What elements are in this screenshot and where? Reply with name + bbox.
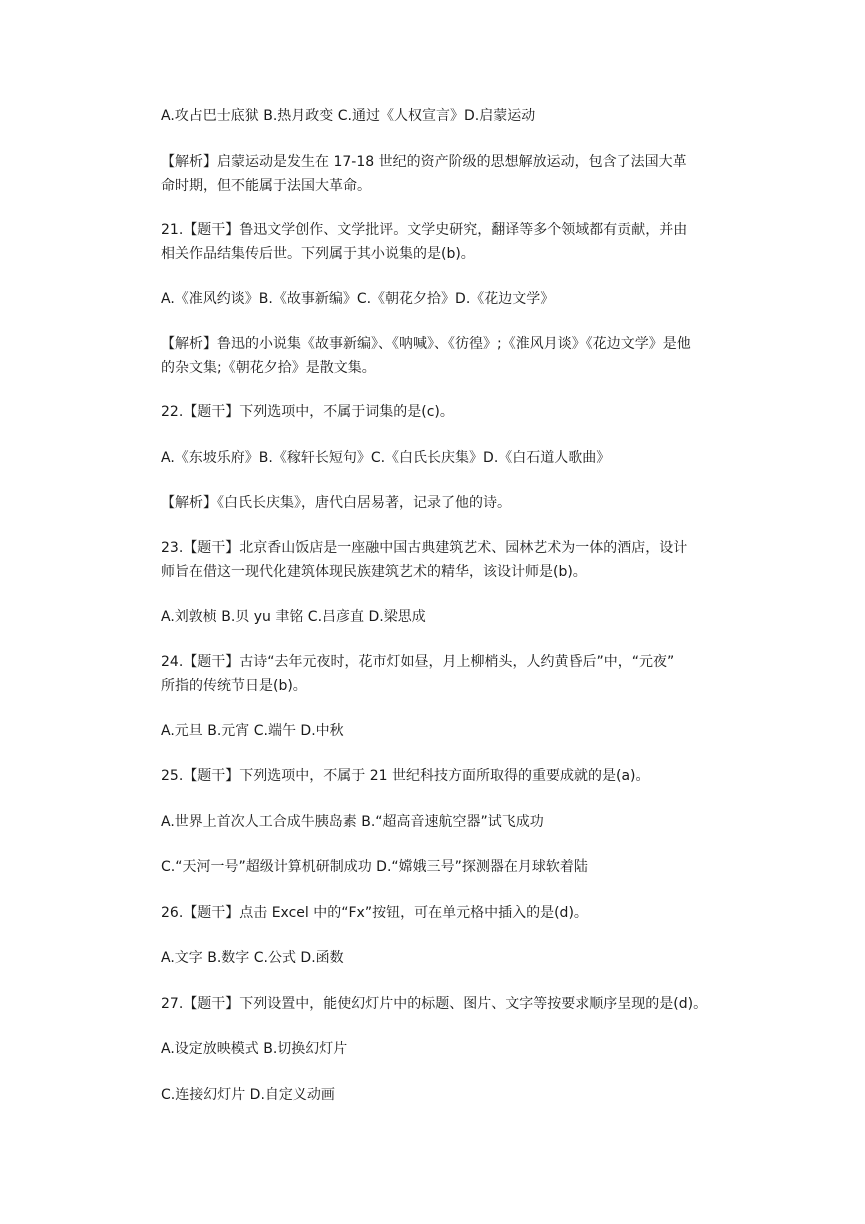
q24-stem-line-2: 所指的传统节日是(b)。	[161, 678, 307, 694]
q25-options-line-1: A.世界上首次人工合成牛胰岛素 B.“超高音速航空器”试飞成功	[161, 814, 544, 830]
q21-analysis-line-1: 【解析】鲁迅的小说集《故事新编》、《呐喊》、《彷徨》;《淮风月谈》《花边文学》是他	[161, 336, 691, 352]
q24-stem-line-1: 24.【题干】古诗“去年元夜时，花市灯如昼，月上柳梢头，人约黄昏后”中，“元夜”	[161, 654, 675, 670]
q21-stem-line-2: 相关作品结集传后世。下列属于其小说集的是(b)。	[161, 246, 475, 262]
q27-options-line-1: A.设定放映模式 B.切换幻灯片	[161, 1041, 348, 1057]
q23-options: A.刘敦桢 B.贝 yu 聿铭 C.吕彦直 D.梁思成	[161, 609, 426, 625]
q26-options: A.文字 B.数字 C.公式 D.函数	[161, 950, 344, 966]
q20-analysis-line-2: 命时期，但不能属于法国大革命。	[161, 178, 371, 194]
q22-analysis: 【解析】《白氏长庆集》，唐代白居易著，记录了他的诗。	[161, 495, 511, 511]
q23-stem-line-1: 23.【题干】北京香山饭店是一座融中国古典建筑艺术、园林艺术为一体的酒店，设计	[161, 540, 688, 556]
q24-options: A.元旦 B.元宵 C.端午 D.中秋	[161, 723, 344, 739]
q21-options: A.《准风约谈》B.《故事新编》C.《朝花夕拾》D.《花边文学》	[161, 291, 555, 307]
q26-stem: 26.【题干】点击 Excel 中的“Fx”按钮，可在单元格中插入的是(d)。	[161, 905, 588, 921]
q27-options-line-2: C.连接幻灯片 D.自定义动画	[161, 1087, 335, 1103]
q21-stem-line-1: 21.【题干】鲁迅文学创作、文学批评。文学史研究，翻译等多个领域都有贡献，并由	[161, 222, 688, 238]
q22-options: A.《东坡乐府》B.《稼轩长短句》C.《白氏长庆集》D.《白石道人歌曲》	[161, 450, 611, 466]
q27-stem: 27.【题干】下列设置中，能使幻灯片中的标题、图片、文字等按要求顺序呈现的是(d)。	[161, 996, 708, 1012]
q22-stem: 22.【题干】下列选项中，不属于词集的是(c)。	[161, 404, 454, 420]
q23-stem-line-2: 师旨在借这一现代化建筑体现民族建筑艺术的精华，该设计师是(b)。	[161, 564, 587, 580]
q20-analysis-line-1: 【解析】启蒙运动是发生在 17-18 世纪的资产阶级的思想解放运动，包含了法国大革	[161, 154, 687, 170]
q21-analysis-line-2: 的杂文集;《朝花夕拾》是散文集。	[161, 360, 376, 376]
q20-options: A.攻占巴士底狱 B.热月政变 C.通过《人权宣言》D.启蒙运动	[161, 108, 536, 124]
q25-stem: 25.【题干】下列选项中，不属于 21 世纪科技方面所取得的重要成就的是(a)。	[161, 768, 650, 784]
q25-options-line-2: C.“天河一号”超级计算机研制成功 D.“嫦娥三号”探测器在月球软着陆	[161, 859, 588, 875]
